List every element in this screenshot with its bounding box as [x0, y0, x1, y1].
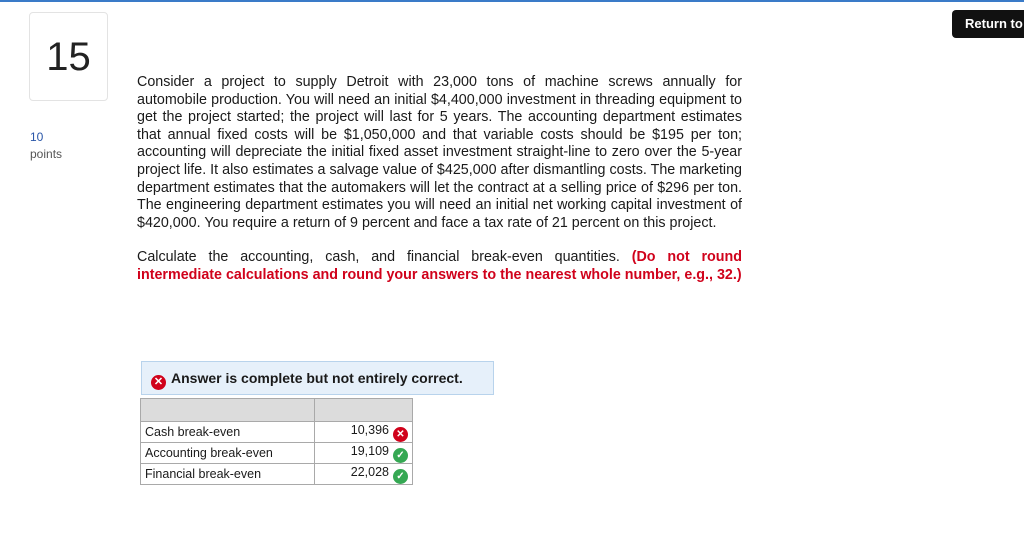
row-label: Accounting break-even	[141, 443, 315, 464]
table-row-accounting	[141, 443, 413, 464]
question-text: Consider a project to supply Detroit with 23,000 tons of machine screws annually for automobile production. You will need an initial $4,400,000 investment in threading equipment to get the project started; the project will last for 5 years. The accounting department estimates that annual fixed costs will be $1,050,000 and that variable costs should be $195 per ton; accounting will depreciate the initial fixed asset investment straight-line to zero over the 5-year project life. It also estimates a salvage value of $425,000 after dismantling costs. The marketing department estimates that the automakers will let the contract at a selling price of $296 per ton. The engineering department estimates you will need an initial net working capital investment of $420,000. You require a return of 9 percent and face a tax rate of 21 percent on this project.	[137, 74, 742, 231]
x-circle-icon: ✕	[393, 427, 408, 442]
top-accent-rule	[0, 0, 1024, 2]
question-instruction	[137, 249, 742, 284]
answer-value-cell[interactable]	[315, 443, 413, 464]
check-circle-icon: ✓	[393, 448, 408, 463]
row-label: Financial break-even	[141, 464, 315, 485]
instruction-note: (Do not round intermediate calculations and round your answers to the nearest whole number, e.g., 32.)	[137, 249, 742, 283]
header-cell-label	[141, 399, 315, 422]
points-value: 10	[30, 130, 44, 144]
answer-table-header	[141, 399, 413, 422]
answer-table	[140, 398, 413, 485]
answer-value-cell[interactable]	[315, 464, 413, 485]
answer-value-cell[interactable]	[315, 422, 413, 443]
check-circle-icon: ✓	[393, 469, 408, 484]
table-row-financial	[141, 464, 413, 485]
answer-value: 10,396	[350, 422, 389, 437]
return-button[interactable]: Return to	[952, 10, 1024, 38]
question-content	[137, 74, 742, 285]
answer-value: 22,028	[350, 464, 389, 479]
feedback-banner	[141, 361, 494, 395]
feedback-banner-text: Answer is complete but not entirely correct.	[171, 370, 463, 386]
answer-value: 19,109	[350, 443, 389, 458]
question-number: 15	[29, 12, 108, 101]
row-label: Cash break-even	[141, 422, 315, 443]
instruction-text: Calculate the accounting, cash, and financial break-even quantities.	[137, 249, 620, 266]
table-row-cash	[141, 422, 413, 443]
x-circle-icon: ✕	[151, 375, 166, 390]
header-cell-value	[315, 399, 413, 422]
points-label: points	[30, 147, 63, 161]
